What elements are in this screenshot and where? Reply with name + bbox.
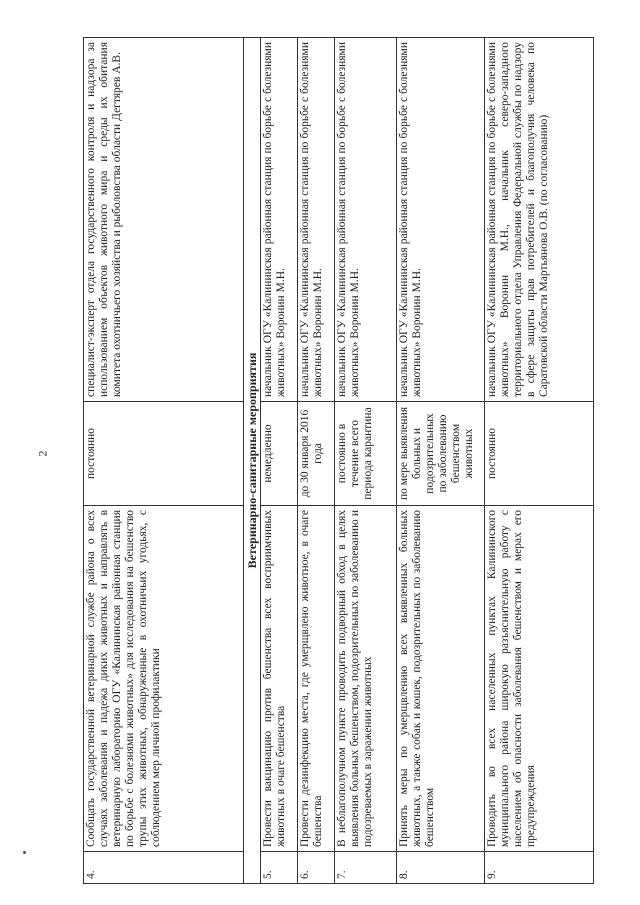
table-row — [335, 38, 397, 884]
term-cell: постоянно — [485, 402, 594, 506]
scan-speck — [23, 851, 26, 854]
responsible-cell: начальник ОГУ «Калининская районная станция по борьбе с болезнями животных» Воронин М.Н. — [335, 38, 397, 402]
measures-table-body — [84, 38, 594, 884]
table-row — [261, 38, 298, 884]
measure-cell: Сообщать государственной ветеринарной службе района о всех случаях заболевания и падежа диких животных и направлять в ветеринарную лабораторию ОГУ «Калининская районная станция по борьбе с болезнями животных» для исследования на бешенство трупы этих животных, обнаруженные в охотничьих угодьях, с соблюдением мер личной профилактики — [84, 506, 244, 852]
table-row — [485, 38, 594, 884]
responsible-cell: начальник ОГУ «Калининская районная станция по борьбе с болезнями животных» Воронин М.Н. — [261, 38, 298, 402]
measure-cell: Провести дезинфекцию места, где умерщвлено животное, в очаге бешенства — [298, 506, 335, 852]
measures-table-wrapper — [83, 38, 593, 884]
measure-cell: Проводить во всех населенных пунктах Калининского муниципального района широкую разъяснительную работу с населением об опасности заболевания бешенством и мерах его предупреждения — [485, 506, 594, 852]
responsible-cell: начальник ОГУ «Калининская районная станция по борьбе с болезнями животных» Воронин М.Н. — [397, 38, 485, 402]
measure-cell: В неблагополучном пункте проводить подворный обход в целях выявления больных бешенством, подозрительных по заболеванию и подозреваемых в заражении животных — [335, 506, 397, 852]
measures-table — [83, 37, 594, 884]
measure-cell: Провести вакцинацию против бешенства всех восприимчивых животных в очаге бешенства — [261, 506, 298, 852]
row-number: 4. — [84, 852, 244, 884]
page-number: 2 — [35, 450, 50, 457]
row-number: 6. — [298, 852, 335, 884]
term-cell: постоянно — [84, 402, 244, 506]
section-header-row — [244, 38, 261, 884]
responsible-cell: специалист-эксперт отдела государственного контроля и надзора за использованием объектов животного мира и среды их обитания комитета охотничьего хозяйства и рыболовства области Дегтярев А.В. — [84, 38, 244, 402]
term-cell: немедленно — [261, 402, 298, 506]
rotated-table-area — [83, 38, 593, 884]
table-row — [298, 38, 335, 884]
term-cell: до 30 января 2016 года — [298, 402, 335, 506]
term-cell: постоянно в течение всего периода карантина — [335, 402, 397, 506]
row-number: 5. — [261, 852, 298, 884]
table-row — [397, 38, 485, 884]
responsible-cell: начальник ОГУ «Калининская районная станция по борьбе с болезнями животных» Воронин М.Н., начальник северо-западного территориального отдела Управления Федеральной службы по надзору в сфере защиты прав потребителей и благополучия человека по Саратовской области Мартьянова О.В. (по согласованию) — [485, 38, 594, 402]
row-number: 7. — [335, 852, 397, 884]
row-number: 9. — [485, 852, 594, 884]
section-header: Ветеринарно-санитарные мероприятия — [244, 38, 261, 884]
term-cell: по мере выявления больных и подозрительных по заболеванию бешенством животных — [397, 402, 485, 506]
measure-cell: Принять меры по умерщвлению всех выявленных больных животных, а также собак и кошек, подозрительных по заболеванию бешенством — [397, 506, 485, 852]
responsible-cell: начальник ОГУ «Калининская районная станция по борьбе с болезнями животных» Воронин М.Н. — [298, 38, 335, 402]
row-number: 8. — [397, 852, 485, 884]
table-row — [84, 38, 244, 884]
